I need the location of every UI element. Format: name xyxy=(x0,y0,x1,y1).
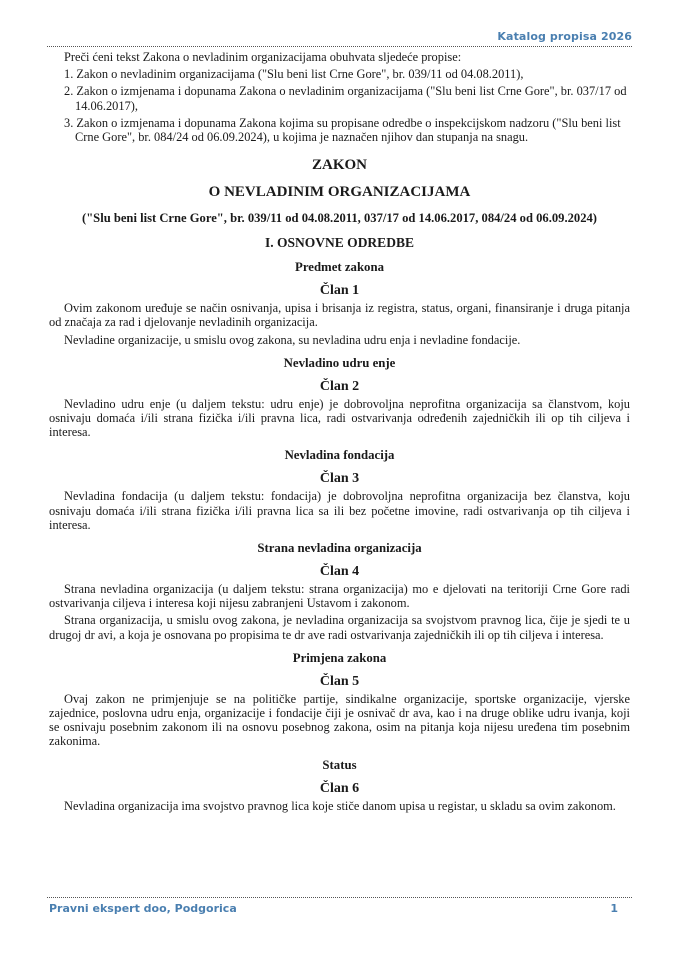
article-label: Član 6 xyxy=(319,780,360,796)
document-body xyxy=(49,50,630,813)
source-regulations-list xyxy=(49,67,630,144)
consolidation-note xyxy=(49,50,630,144)
article-label: Član 5 xyxy=(319,673,360,689)
article-label: Član 3 xyxy=(319,471,360,487)
regulation-item: 3. Zakon o izmjenama i dopunama Zakona kojima su propisane odredbe o inspekcijskom nadzoru ("Slu beni list Crne Gore", br. 084/24 od 06.09.2024), u kojima je naznačen njihov dan stupanja na snagu. xyxy=(64,115,621,145)
article-5 xyxy=(49,650,630,749)
page-footer xyxy=(47,897,632,915)
article-paragraph: Ovim zakonom uređuje se način osnivanja, upisa i brisanja iz registra, status, organi, finansiranje i druga pitanja od značaja za rad i djelovanje nevladinih organizacija. xyxy=(49,301,630,330)
section-heading: I. OSNOVNE ODREDBE xyxy=(265,235,414,251)
article-1 xyxy=(49,259,630,347)
article-4 xyxy=(49,540,630,642)
article-paragraph: Nevladino udru enje (u daljem tekstu: udru enje) je dobrovoljna neprofitna organizacija sa članstvom, koju osnivaju domaća i/ili strana fizička i/ili pravna lica, radi ostvarivanja određenih zajedničkih ili op tih ciljeva i interesa. xyxy=(49,396,630,440)
publisher-name: Pravni ekspert doo, Podgorica xyxy=(49,902,237,915)
article-paragraph: Nevladina organizacija ima svojstvo pravnog lica koje stiče danom upisa u registar, u skladu sa ovim zakonom. xyxy=(64,798,616,813)
law-subtitle: O NEVLADINIM ORGANIZACIJAMA xyxy=(208,184,471,201)
regulation-item: 2. Zakon o izmjenama i dopunama Zakona o nevladinim organizacijama ("Slu beni list Crne Gore", br. 037/17 od 14.06.2017), xyxy=(64,84,627,113)
page-header xyxy=(47,30,632,47)
article-heading: Nevladina fondacija xyxy=(284,448,395,463)
regulation-item: 1. Zakon o nevladinim organizacijama ("Slu beni list Crne Gore", br. 039/11 od 04.08.2011), xyxy=(64,67,524,82)
page-number: 1 xyxy=(610,902,618,915)
article-heading: Nevladino udru enje xyxy=(283,355,396,370)
article-label: Član 2 xyxy=(319,378,360,394)
article-label: Član 1 xyxy=(319,283,360,299)
article-2 xyxy=(49,355,630,440)
article-6 xyxy=(49,757,630,813)
article-label: Član 4 xyxy=(319,564,360,580)
article-heading: Primjena zakona xyxy=(292,650,387,665)
article-heading: Strana nevladina organizacija xyxy=(257,541,422,556)
article-paragraph: Nevladina fondacija (u daljem tekstu: fondacija) je dobrovoljna neprofitna organizacija bez članstva, koju osnivaju domaća i/ili strana fizička i/ili pravna lica sa ili bez početne imovine, radi ostvarivanja op tih ciljeva i interesa. xyxy=(49,489,630,532)
law-gazette-reference: ("Slu beni list Crne Gore", br. 039/11 od 04.08.2011, 037/17 od 14.06.2017, 084/24 od 06.09.2024) xyxy=(82,211,597,226)
article-heading: Predmet zakona xyxy=(295,260,384,275)
article-3 xyxy=(49,447,630,532)
article-paragraph: Strana nevladina organizacija (u daljem tekstu: strana organizacija) mo e djelovati na teritoriji Crne Gore radi ostvarivanja ciljeva i interesa koji nijesu zabranjeni Ustavom i zakonom. xyxy=(49,582,630,611)
article-paragraph: Nevladine organizacije, u smislu ovog zakona, su nevladina udru enja i nevladine fondacije. xyxy=(64,332,521,347)
catalog-title: Katalog propisa 2026 xyxy=(497,30,632,43)
law-title: ZAKON xyxy=(311,157,367,174)
article-heading: Status xyxy=(322,757,357,772)
article-paragraph: Ovaj zakon ne primjenjuje se na političke partije, sindikalne organizacije, sportske organizacije, vjerske zajednice, poslovna udru enja, organizacije i fondacije čiji je osnivač dr ava, kao i na druge oblike udru ivanja, koji se osnivaju posebnim zakonom ili na osnovu posebnog zakona, osim na pitanja koja nijesu uređena tim posebnim zakonima. xyxy=(49,691,630,749)
consolidation-lead: Preči ćeni tekst Zakona o nevladinim organizacijama obuhvata sljedeće propise: xyxy=(64,50,462,64)
article-paragraph: Strana organizacija, u smislu ovog zakona, je nevladina organizacija sa svojstvom pravnog lica, čije je sjedi te u drugoj dr avi, a koja je osnovana po propisima te dr ave radi ostvarivanja zajedničkih ili op tih ciljeva i interesa. xyxy=(49,613,630,642)
